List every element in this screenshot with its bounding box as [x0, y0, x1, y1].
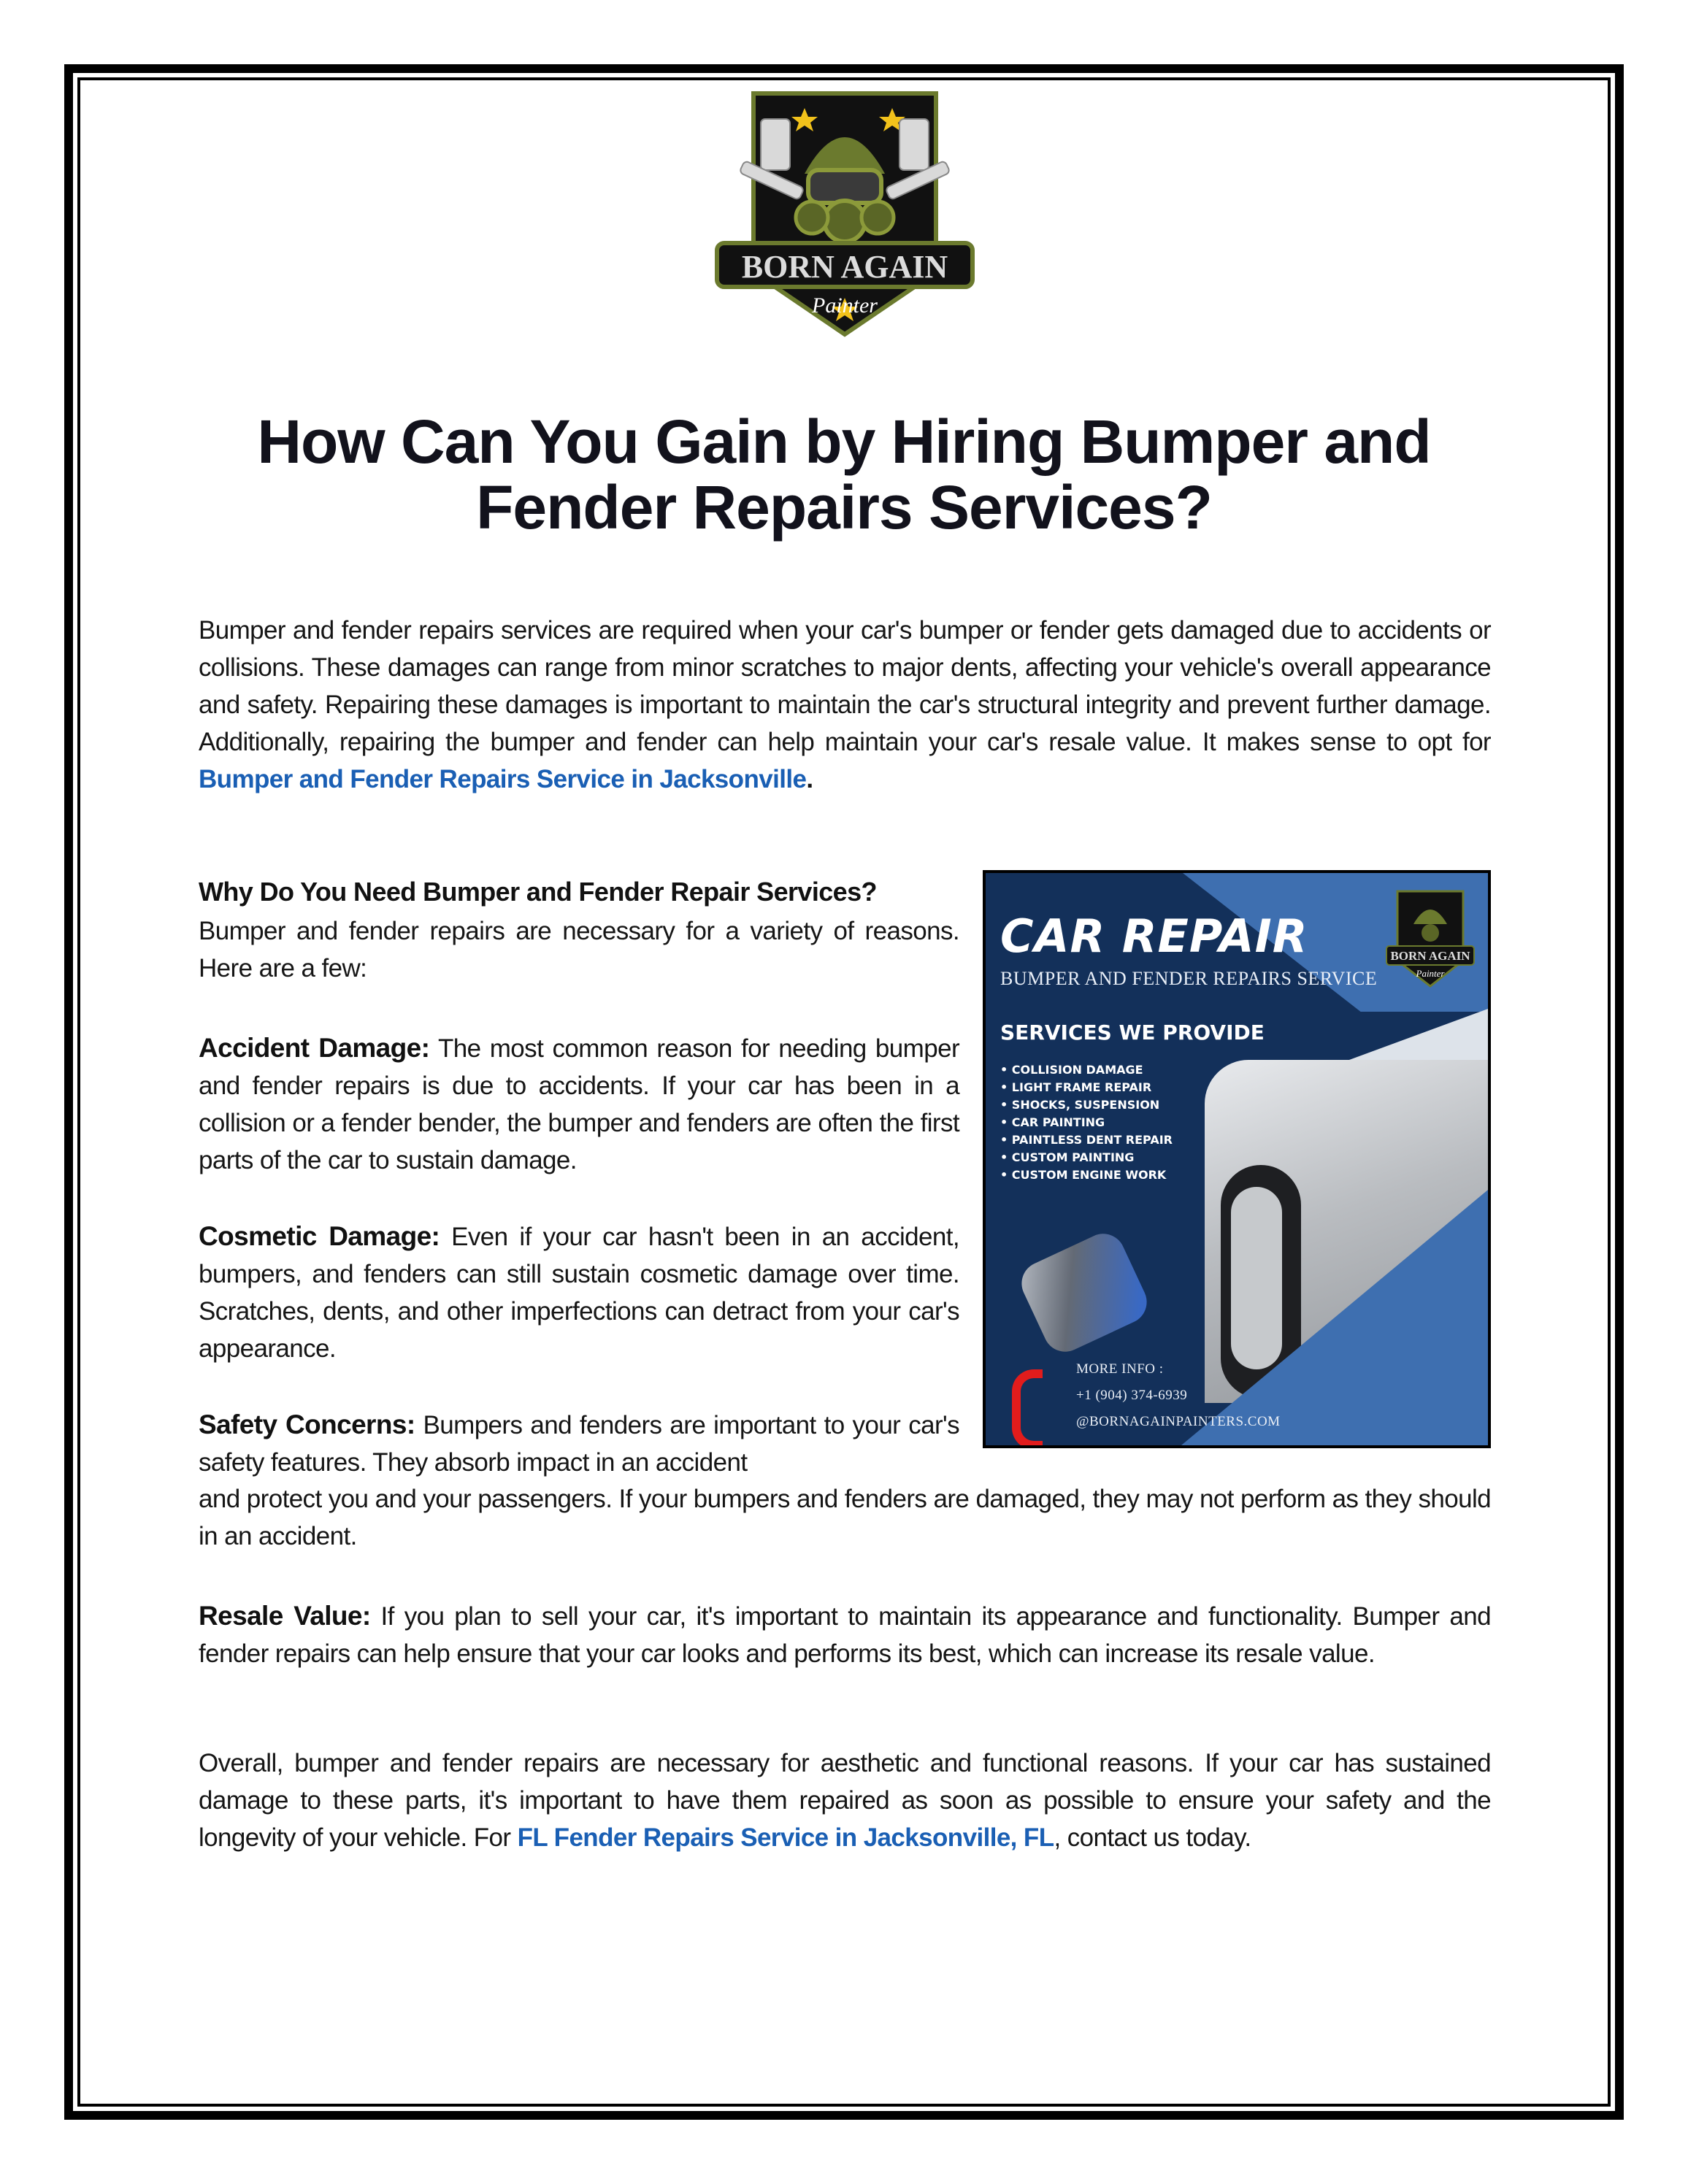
reason-safety-concerns — [199, 1406, 959, 1481]
tire-image — [1015, 1226, 1154, 1358]
reason-label: Accident Damage: — [199, 1033, 430, 1063]
service-item: • COLLISION DAMAGE — [1000, 1061, 1173, 1079]
bumper-fender-jacksonville-link[interactable]: Bumper and Fender Repairs Service in Jacksonville — [199, 765, 807, 793]
ad-born-again-logo — [1383, 888, 1478, 990]
ad-phone-number: +1 (904) 374-6939 — [1076, 1388, 1188, 1403]
reason-text: If you plan to sell your car, it's important to maintain its appearance and functionality. Bumper and fender repairs can help ensure that your car looks and performs its best, which can increase its resale value. — [199, 1602, 1491, 1668]
reason-text: Even if your car hasn't been in an accident, bumpers, and fenders can still sustain cosmetic damage over time. Scratches, dents, and other imperfections can detract from your car's appearance. — [199, 1223, 959, 1363]
reason-label: Safety Concerns: — [199, 1410, 415, 1439]
service-item: • SHOCKS, SUSPENSION — [1000, 1096, 1173, 1114]
ad-services-heading: SERVICES WE PROVIDE — [1000, 1020, 1265, 1045]
ad-services-list — [1000, 1061, 1173, 1184]
reason-label: Resale Value: — [199, 1601, 371, 1631]
born-again-painter-logo — [702, 86, 987, 349]
ad-website: @BORNAGAINPAINTERS.COM — [1076, 1414, 1281, 1429]
logo-brand-line2: Painter — [812, 293, 878, 318]
reason-accident-damage — [199, 1029, 959, 1179]
page-title-line1: How Can You Gain by Hiring Bumper and — [257, 407, 1431, 476]
service-item: • CAR PAINTING — [1000, 1114, 1173, 1131]
intro-paragraph — [199, 612, 1491, 798]
reason-text: Bumpers and fenders are important to your car's safety features. They absorb impact in an accident — [199, 1411, 959, 1477]
reason-label: Cosmetic Damage: — [199, 1221, 440, 1251]
reason-safety-concerns-continued: and protect you and your passengers. If your bumpers and fenders are damaged, they may not perform as they should in an accident. — [199, 1485, 1491, 1550]
conclusion-paragraph — [199, 1745, 1491, 1856]
reason-text: The most common reason for needing bumper and fender repairs is due to accidents. If your car has been in a collision or a fender bender, the bumper and fenders are often the first parts of the car to sustain damage. — [199, 1034, 960, 1174]
page-title — [146, 409, 1542, 540]
ad-contact-info — [1076, 1356, 1281, 1435]
phone-handset-icon — [1012, 1369, 1043, 1448]
svg-text:BORN AGAIN: BORN AGAIN — [1390, 949, 1470, 963]
ad-headline: CAR REPAIR — [1000, 910, 1308, 963]
service-item: • LIGHT FRAME REPAIR — [1000, 1079, 1173, 1096]
intro-period: . — [806, 765, 813, 793]
service-item: • CUSTOM PAINTING — [1000, 1149, 1173, 1166]
conclusion-after: , contact us today. — [1054, 1823, 1251, 1852]
service-item: • PAINTLESS DENT REPAIR — [1000, 1131, 1173, 1149]
reason-cosmetic-damage — [199, 1218, 959, 1367]
ad-subheadline: BUMPER AND FENDER REPAIRS SERVICE — [1000, 968, 1378, 989]
svg-text:Painter: Painter — [1416, 968, 1445, 979]
reason-resale-value — [199, 1597, 1491, 1672]
why-heading: Why Do You Need Bumper and Fender Repair Services? — [199, 877, 877, 907]
intro-text: Bumper and fender repairs services are required when your car's bumper or fender gets damaged due to accidents or collisions. These damages can range from minor scratches to major dents, affecting your vehicle's overall appearance and safety. Repairing these damages is important to maintain the car's structural integrity and prevent further damage. Additionally, repairing the bumper and fender can help maintain your car's resale value. It makes sense to opt for — [199, 616, 1491, 756]
page-title-line2: Fender Repairs Services? — [476, 473, 1212, 542]
logo-brand-line1: BORN AGAIN — [741, 249, 948, 285]
more-info-label: MORE INFO : — [1076, 1361, 1164, 1377]
why-paragraph: Bumper and fender repairs are necessary for a variety of reasons. Here are a few: — [199, 917, 959, 983]
conclusion-text: Overall, bumper and fender repairs are necessary for aesthetic and functional reasons. If your car has sustained damage to these parts, it's important to have them repaired as soon as possible to ensure your safety and the longevity of your vehicle. For — [199, 1749, 1491, 1852]
car-rim-icon — [1231, 1187, 1282, 1369]
car-repair-ad-image — [983, 870, 1491, 1448]
service-item: • CUSTOM ENGINE WORK — [1000, 1166, 1173, 1184]
fl-fender-repairs-link[interactable]: FL Fender Repairs Service in Jacksonville, FL — [517, 1823, 1054, 1852]
ad-light-triangle — [1349, 1009, 1488, 1060]
